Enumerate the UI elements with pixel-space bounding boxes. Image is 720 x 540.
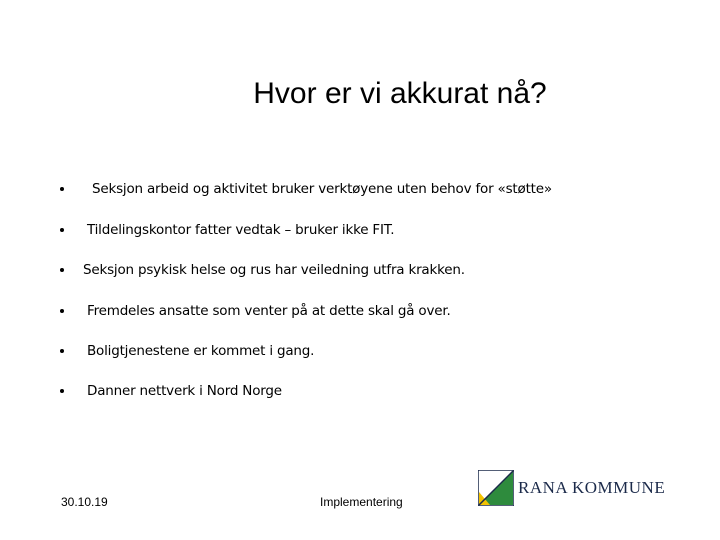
footer-title: Implementering: [320, 495, 403, 509]
slide-title: Hvor er vi akkurat nå?: [253, 77, 547, 110]
bullet-text: Danner nettverk i Nord Norge: [87, 383, 282, 399]
bullet-text: Seksjon arbeid og aktivitet bruker verktøyene uten behov for «støtte»: [92, 181, 552, 197]
bullet-dot-icon: [60, 268, 64, 272]
bullet-dot-icon: [60, 228, 64, 232]
bullet-dot-icon: [60, 389, 64, 393]
logo-text: RANA KOMMUNE: [518, 478, 666, 497]
bullet-text: Fremdeles ansatte som venter på at dette skal gå over.: [87, 303, 451, 319]
footer-date: 30.10.19: [61, 495, 108, 509]
bullet-dot-icon: [60, 309, 64, 313]
municipality-crest-icon: [478, 470, 514, 506]
bullet-dot-icon: [60, 187, 64, 191]
bullet-dot-icon: [60, 349, 64, 353]
bullet-text: Tildelingskontor fatter vedtak – bruker ikke FIT.: [87, 222, 395, 238]
bullet-text: Seksjon psykisk helse og rus har veiledning utfra krakken.: [83, 262, 465, 278]
bullet-text: Boligtjenestene er kommet i gang.: [87, 343, 315, 359]
rana-kommune-logo: [478, 470, 668, 510]
